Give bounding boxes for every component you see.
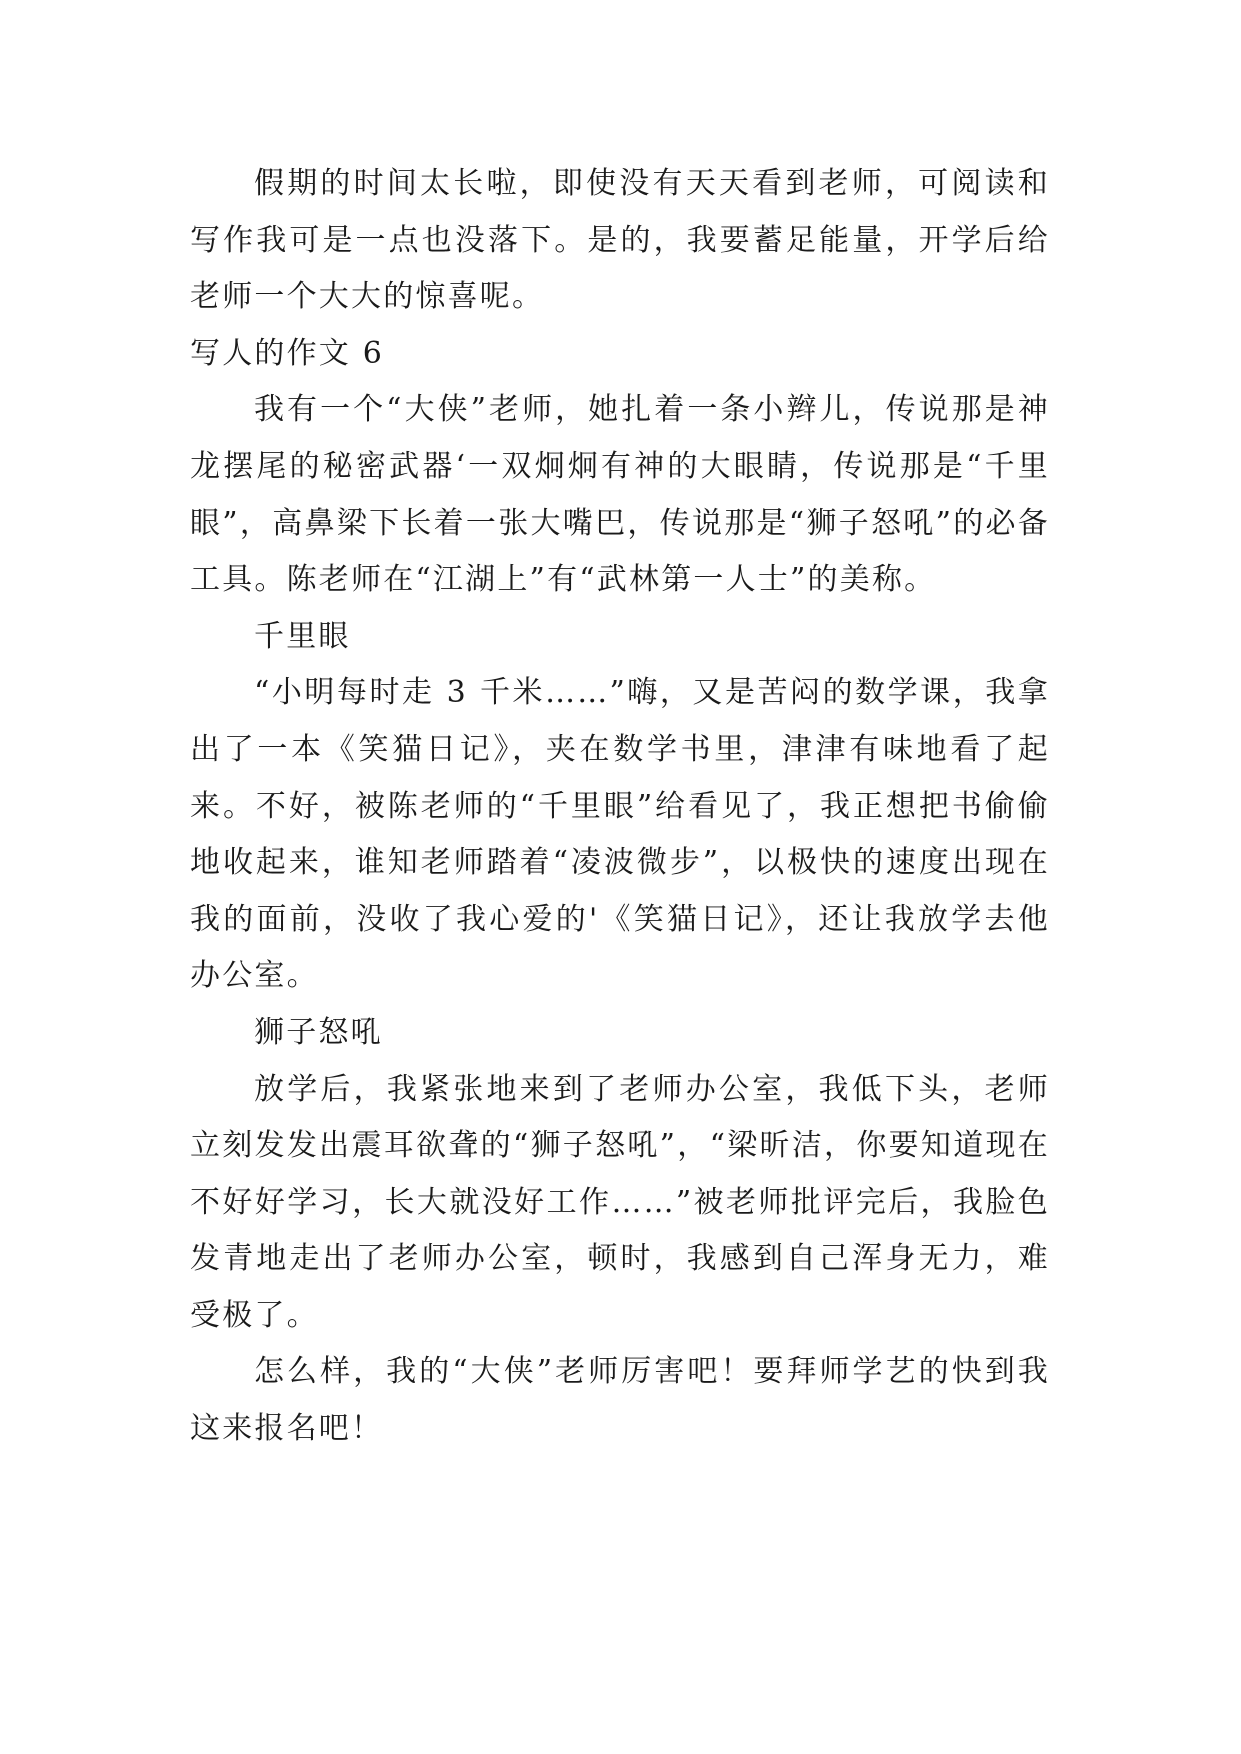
subheading: 千里眼 <box>254 618 351 654</box>
paragraph: 假期的时间太长啦，即使没有天天看到老师，可阅读和写作我可是一点也没落下。是的，我要蓄足能量，开学后给老师一个大大的惊喜呢。 <box>190 166 1050 315</box>
paragraph: 怎么样，我的“大侠”老师厉害吧！要拜师学艺的快到我这来报名吧！ <box>190 1354 1050 1447</box>
subheading: 狮子怒吼 <box>254 1014 383 1050</box>
paragraph: “小明每时走 3 千米……”嗨，又是苦闷的数学课，我拿出了一本《笑猫日记》，夹在数学书里，津津有味地看了起来。不好，被陈老师的“千里眼”给看见了，我正想把书偷偷地收起来，谁知老师踏着“凌波微步”，以极快的速度出现在我的面前，没收了我心爱的'《笑猫日记》，还让我放学去他办公室。 <box>190 675 1050 994</box>
document-body <box>190 156 1050 1458</box>
paragraph: 放学后，我紧张地来到了老师办公室，我低下头，老师立刻发发出震耳欲聋的“狮子怒吼”，“梁昕洁，你要知道现在不好好学习，长大就没好工作……”被老师批评完后，我脸色发青地走出了老师办公室，顿时，我感到自己浑身无力，难受极了。 <box>190 1071 1050 1333</box>
paragraph: 我有一个“大侠”老师，她扎着一条小辫儿，传说那是神龙摆尾的秘密武器‘一双炯炯有神的大眼睛，传说那是“千里眼”，高鼻梁下长着一张大嘴巴，传说那是“狮子怒吼”的必备工具。陈老师在“江湖上”有“武林第一人士”的美称。 <box>190 392 1050 598</box>
section-title: 写人的作文 6 <box>190 335 385 371</box>
